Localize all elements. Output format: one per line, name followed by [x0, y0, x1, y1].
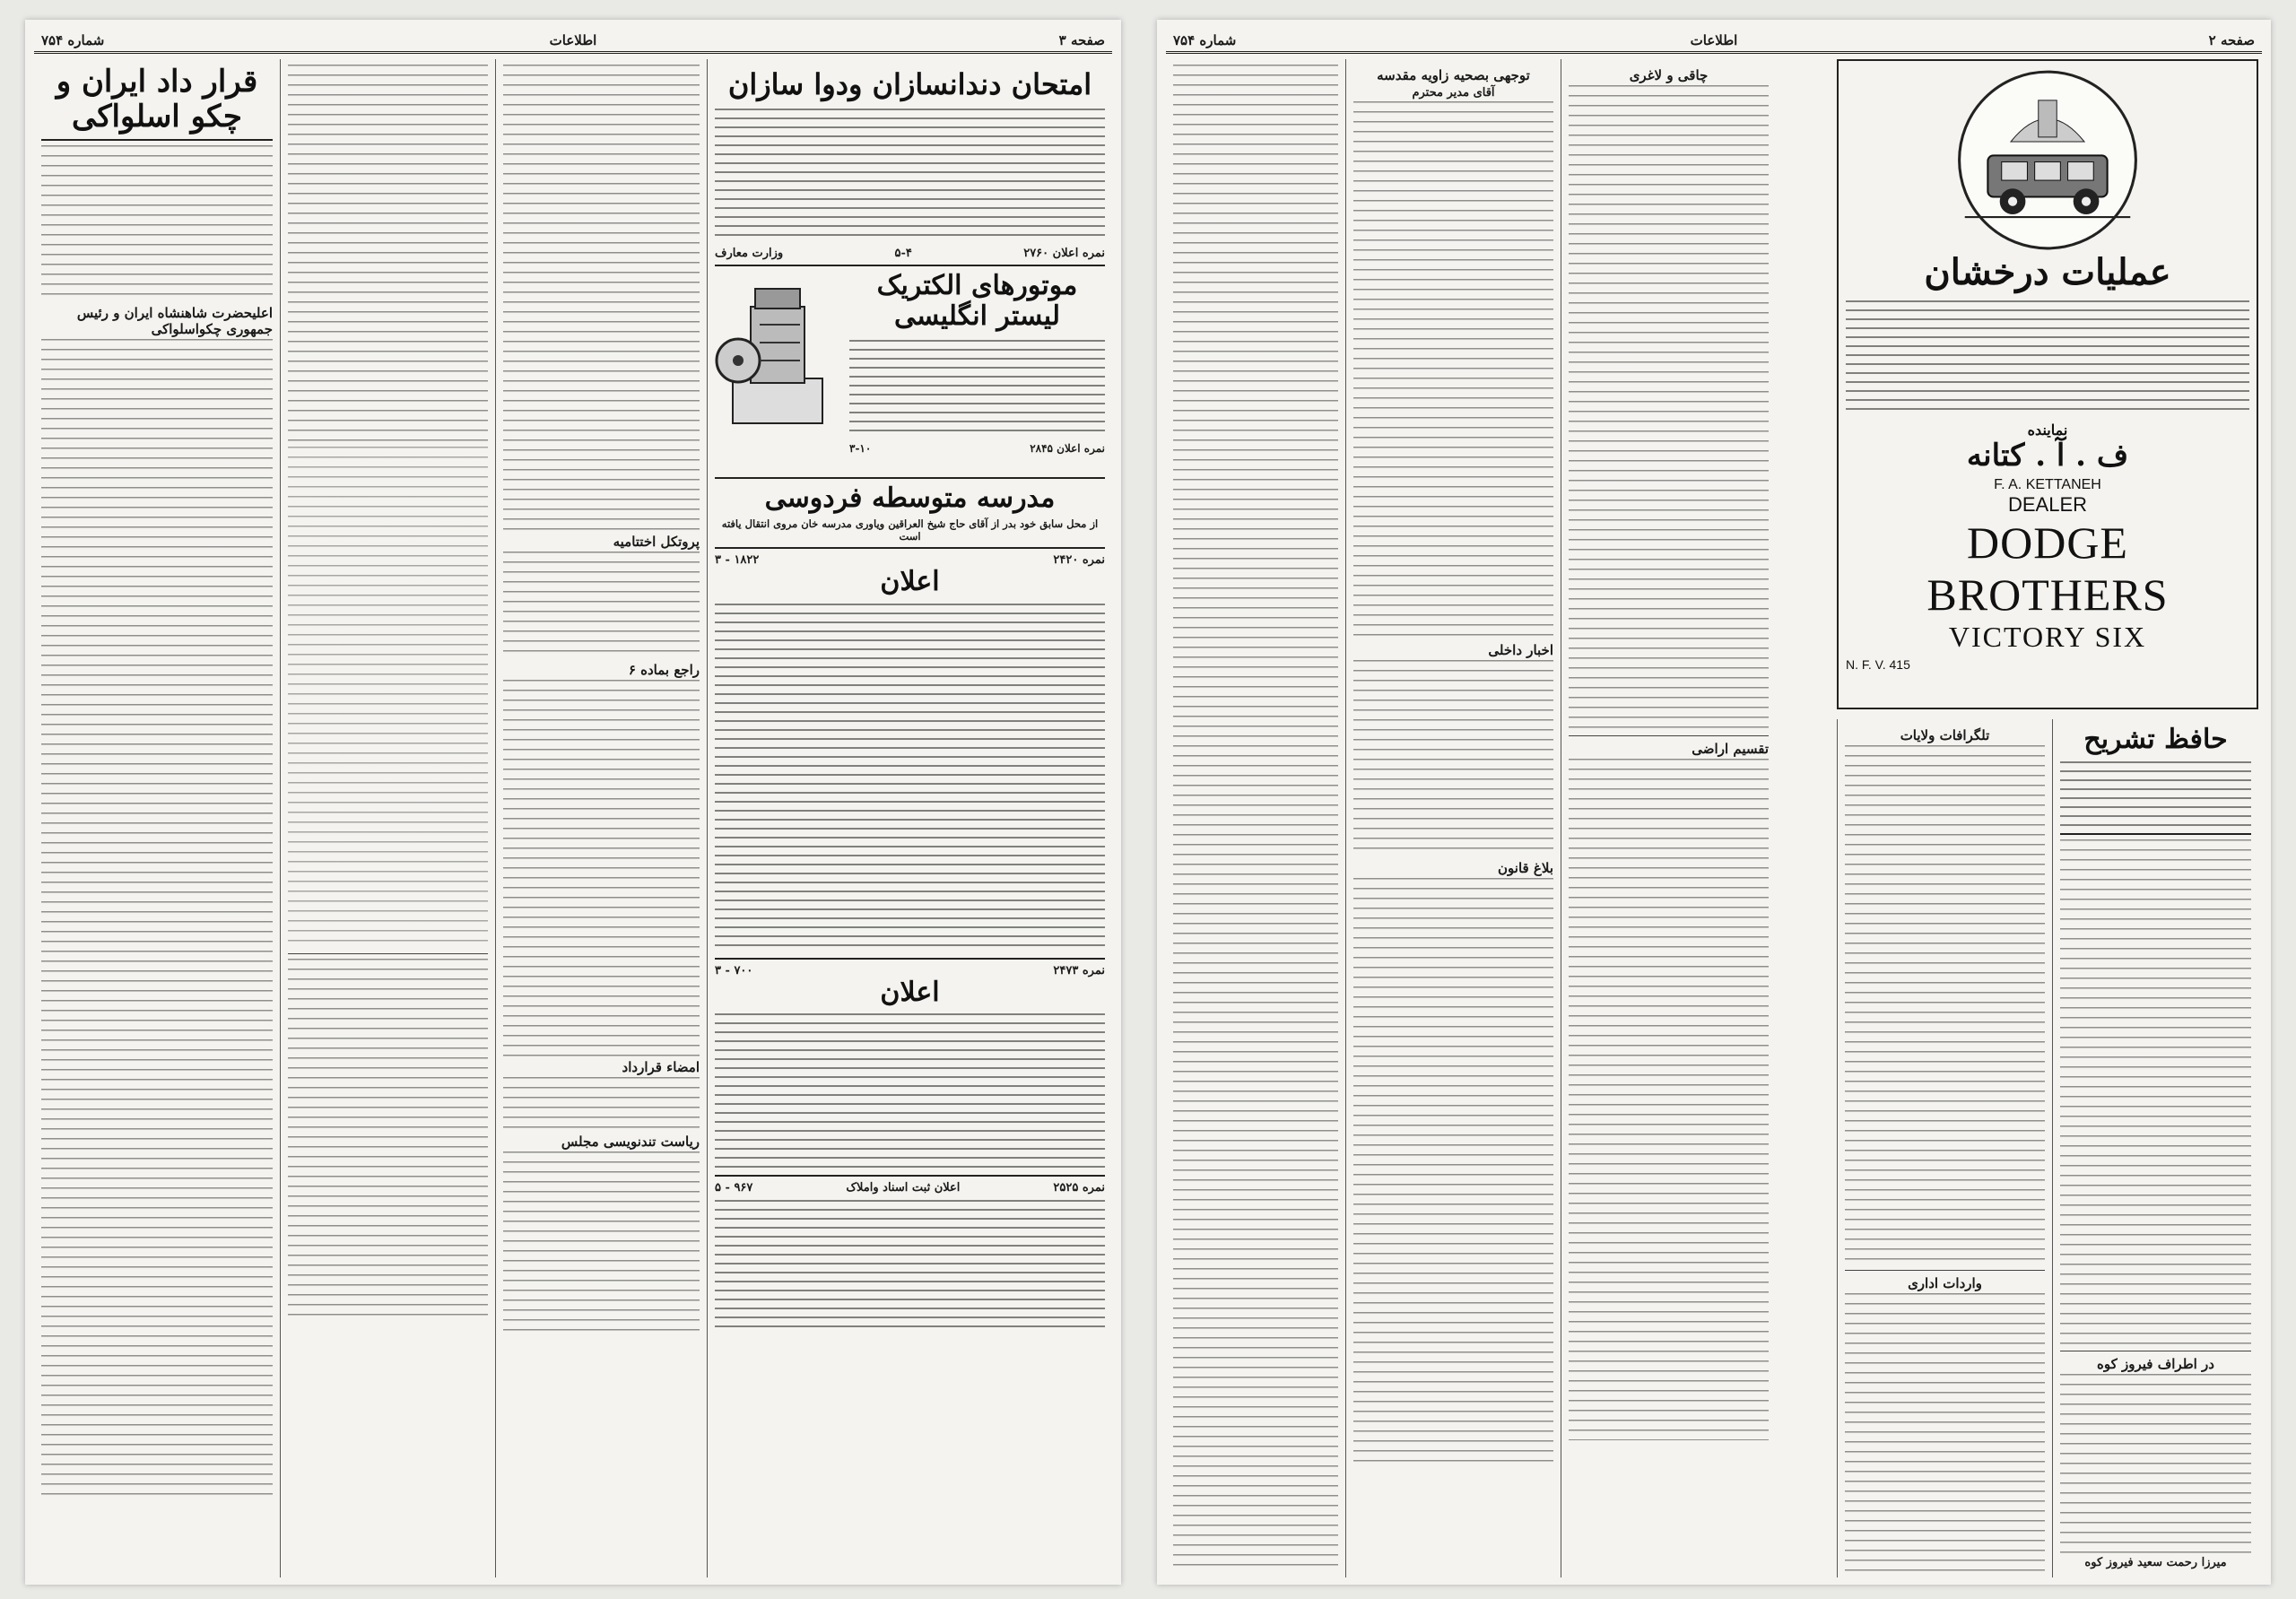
column-headline: چاقی و لاغری [1629, 67, 1709, 83]
page-number: صفحه ۳ [1058, 32, 1105, 48]
brand-name: DODGE BROTHERS [1926, 517, 2169, 621]
law-subhead: بلاغ قانون [1498, 860, 1553, 876]
text-block [1569, 85, 1769, 731]
text-block [503, 65, 700, 531]
exam-ad-headline: امتحان دندانسازان ودوا سازان [727, 67, 1092, 101]
exam-ad-text [715, 109, 1105, 243]
ad-number: نمره اعلان ۲۸۴۵ [1030, 441, 1105, 455]
running-head [34, 27, 1112, 54]
paper-name: اطلاعات [549, 32, 597, 48]
text-block [503, 552, 700, 659]
notice-series: ۷۰۰ - ۳ [715, 963, 753, 978]
newspaper-page-left [25, 20, 1121, 1585]
issue-number: شماره ۷۵۴ [41, 32, 105, 48]
notice-headline: اعلان [880, 976, 940, 1008]
column-subheadline: آقای مدیر محترم [1412, 86, 1495, 100]
text-block [288, 447, 488, 949]
agent-name-fa: ف . آ . کتانه [1966, 438, 2129, 474]
notice-series: ۹۶۷ - ۵ [715, 1181, 753, 1195]
provinces-column [1837, 719, 2052, 1577]
dodge-ad-text [1846, 300, 2249, 417]
column-2 [1345, 59, 1561, 1577]
text-block [1569, 759, 1769, 1440]
protocol-subhead: پروتکل اختتامیه [613, 534, 700, 550]
hafez-ad-headline: حافظ تشریح [2083, 724, 2228, 755]
notice-text [715, 1013, 1105, 1170]
school-ad-subline: از محل سابق خود بدر از آقای حاج شیخ العراقین ویاوری مدرسه خان مروی انتقال یافته است [721, 517, 1099, 543]
treaty-column-1 [34, 59, 280, 1577]
notice-number: نمره ۲۵۲۵ [1053, 1181, 1105, 1195]
departments-subhead: واردات اداری [1908, 1275, 1982, 1291]
page-number: صفحه ۲ [2208, 32, 2255, 48]
text-block [503, 1077, 700, 1131]
notice-headline: اعلان ثبت اسناد واملاک [846, 1181, 961, 1195]
text-block [1173, 65, 1338, 1572]
ad-series: ۵-۴ [894, 246, 912, 260]
model-name: VICTORY SIX [1948, 621, 2147, 654]
hafez-ad-text [2060, 761, 2251, 829]
notice-headline: اعلان [880, 566, 940, 598]
ad-number: نمره اعلان ۲۷۶۰ [1023, 246, 1105, 260]
school-ad-headline: مدرسه متوسطه فردوسی [764, 482, 1056, 514]
agent-name-en: F. A. KETTANEH [1994, 477, 2101, 493]
dodge-ad [1837, 59, 2258, 709]
treaty-headline: قرار داد ایران و چکو اسلواکی [56, 64, 258, 135]
motors-ad-text [849, 340, 1105, 439]
treaty-column-3 [495, 59, 707, 1577]
text-block [288, 65, 488, 441]
text-block [1353, 660, 1553, 857]
notice-number: نمره ۲۴۲۰ [1053, 553, 1105, 568]
treaty-subhead: اعلیحضرت شاهنشاه ایران و رئیس جمهوری چکواسلواکی [76, 305, 273, 338]
ads-column [707, 59, 1112, 1577]
notice-text [715, 604, 1105, 953]
text-block [1353, 878, 1553, 1470]
gazette-subhead: اخبار داخلی [1488, 642, 1553, 658]
text-block [1353, 101, 1553, 639]
text-block [41, 145, 273, 302]
dealer-label: DEALER [2007, 493, 2088, 517]
representative-label: نماینده [2027, 421, 2068, 439]
hafez-column [2052, 719, 2258, 1577]
text-block [41, 339, 273, 1496]
text-block [503, 1151, 700, 1331]
column-headline: توجهی بصحیه زاویه مقدسه [1377, 67, 1530, 83]
notice-text [715, 1200, 1105, 1334]
dodge-ad-headline: عملیات درخشان [1924, 251, 2171, 293]
column-1 [1166, 59, 1345, 1577]
motors-ad-headline: موتورهای الکتریک لیستر انگلیسی [876, 269, 1078, 333]
parliament-subhead: ریاست تندنویسی مجلس [561, 1134, 700, 1150]
text-block [1845, 745, 2045, 1265]
treaty-column-2 [280, 59, 495, 1577]
running-head [1166, 27, 2262, 54]
notice-number: نمره ۲۴۷۳ [1053, 963, 1105, 978]
notice-series: ۱۸۲۲ - ۳ [715, 553, 760, 568]
text-block [1845, 1293, 2045, 1577]
text-block [2060, 839, 2251, 1346]
issue-number: شماره ۷۵۴ [1173, 32, 1237, 48]
ad-series: ۳-۱۰ [849, 441, 872, 455]
author-line: میرزا رحمت سعید فیروز کوه [2084, 1555, 2227, 1569]
exam-ad-footer [715, 247, 1105, 260]
land-subhead: تقسیم اراضی [1692, 741, 1769, 757]
car-illustration [1944, 68, 2151, 252]
paper-name: اطلاعات [1690, 32, 1738, 48]
newspaper-page-right [1157, 20, 2271, 1585]
text-block [288, 959, 488, 1317]
engine-illustration [715, 271, 840, 432]
text-block [503, 680, 700, 1056]
ad-code: N. F. V. 415 [1846, 657, 1910, 673]
provinces-subhead: تلگرافات ولایات [1900, 727, 1990, 743]
text-block [2060, 1374, 2251, 1553]
motors-ad [715, 271, 1105, 473]
ad-issuer: وزارت معارف [715, 246, 784, 260]
firuzkuh-subhead: در اطراف فیروز کوه [2097, 1355, 2214, 1372]
signing-subhead: امضاء قرارداد [622, 1059, 700, 1075]
article6-subhead: راجع بماده ۶ [628, 662, 700, 678]
column-3 [1561, 59, 1776, 1577]
